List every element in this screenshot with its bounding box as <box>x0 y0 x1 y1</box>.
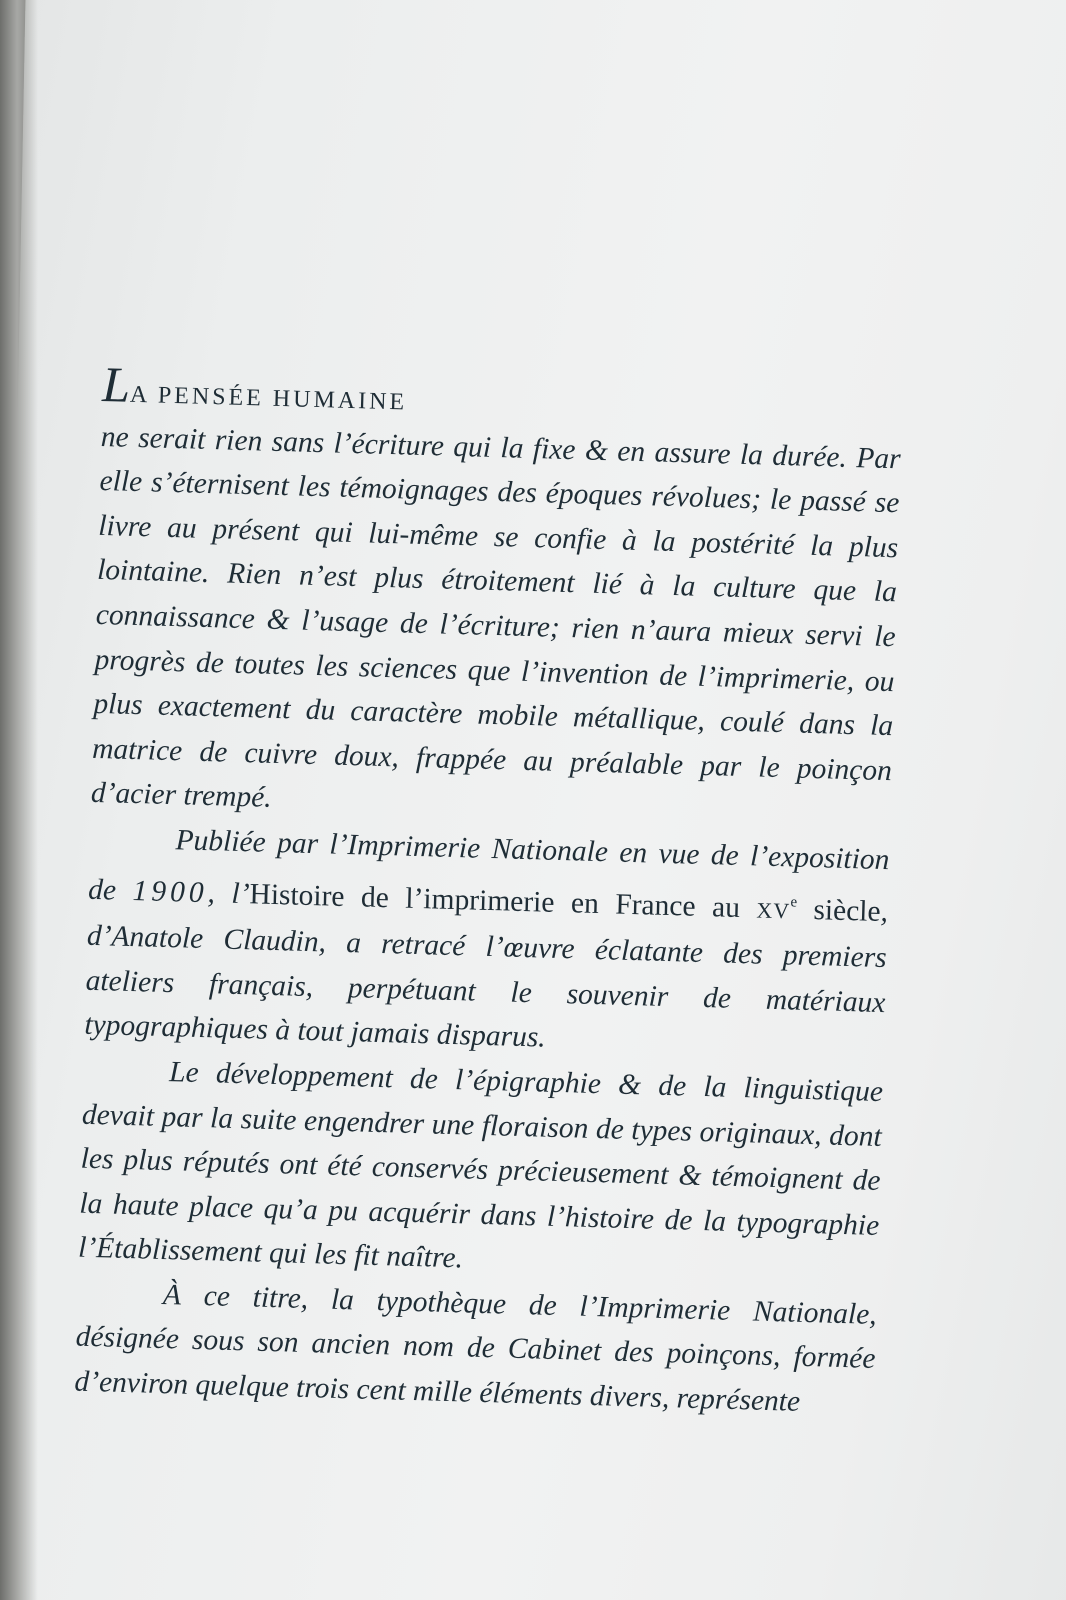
paragraph-1: ne serait rien sans l’écriture qui la fixe & en assure la durée. Par elle s’éternisent les témoignages des époques révolues; le passé se livre au présent qui lui-même se confie à la postérité la plus lointaine. Rien n’est plus étroitement lié à la culture que la connaissance & l’usage de l’écriture; rien n’aura mieux servi le progrès de toutes les sciences que l’invention de l’imprimerie, ou plus exactement du caractère mobile métallique, coulé dans la matrice de cuivre doux, frappée au préalable par le poinçon d’acier trempé. <box>90 420 902 815</box>
book-title <box>249 878 881 928</box>
paragraph-2-part-c: , d’Anatole Claudin, a retracé l’œuvre éclatante des premiers ateliers français, perpétuant le souvenir de matériaux typographiques à tout jamais disparus. <box>84 895 889 1054</box>
heading-small-caps: A PENSÉE HUMAINE <box>129 381 408 416</box>
exposition-year: 1900 <box>132 874 209 909</box>
paragraph-2-part-b: , l’ <box>207 876 250 910</box>
paragraph-3: Le développement de l’épigraphie & de la linguistique devait par la suite engendrer une floraison de types originaux, dont les plus réputés ont été conservés précieusement & témoignent de la haute place qu’a pu acquérir dans l’histoire de la typographie l’Établissement qui les fit naître. <box>77 1056 884 1275</box>
paragraph-2 <box>84 816 890 1070</box>
book-gutter-shadow <box>0 0 38 1600</box>
century-numeral: XV <box>756 896 791 923</box>
page-text <box>74 356 903 1427</box>
book-title-end: siècle <box>796 893 882 928</box>
book-title-text: Histoire de l’imprimerie en France au <box>249 877 757 924</box>
century-superscript: e <box>790 893 798 911</box>
paragraph-2-part-a: Publiée par l’Imprimerie Nationale en vue de l’exposition de <box>87 824 890 907</box>
paragraph-4: À ce titre, la typothèque de l’Imprimerie Nationale, désignée sous son ancien nom de Cabinet des poinçons, formée d’environ quelque trois cent mille éléments divers, représente <box>74 1278 878 1418</box>
drop-capital: L <box>101 356 131 413</box>
